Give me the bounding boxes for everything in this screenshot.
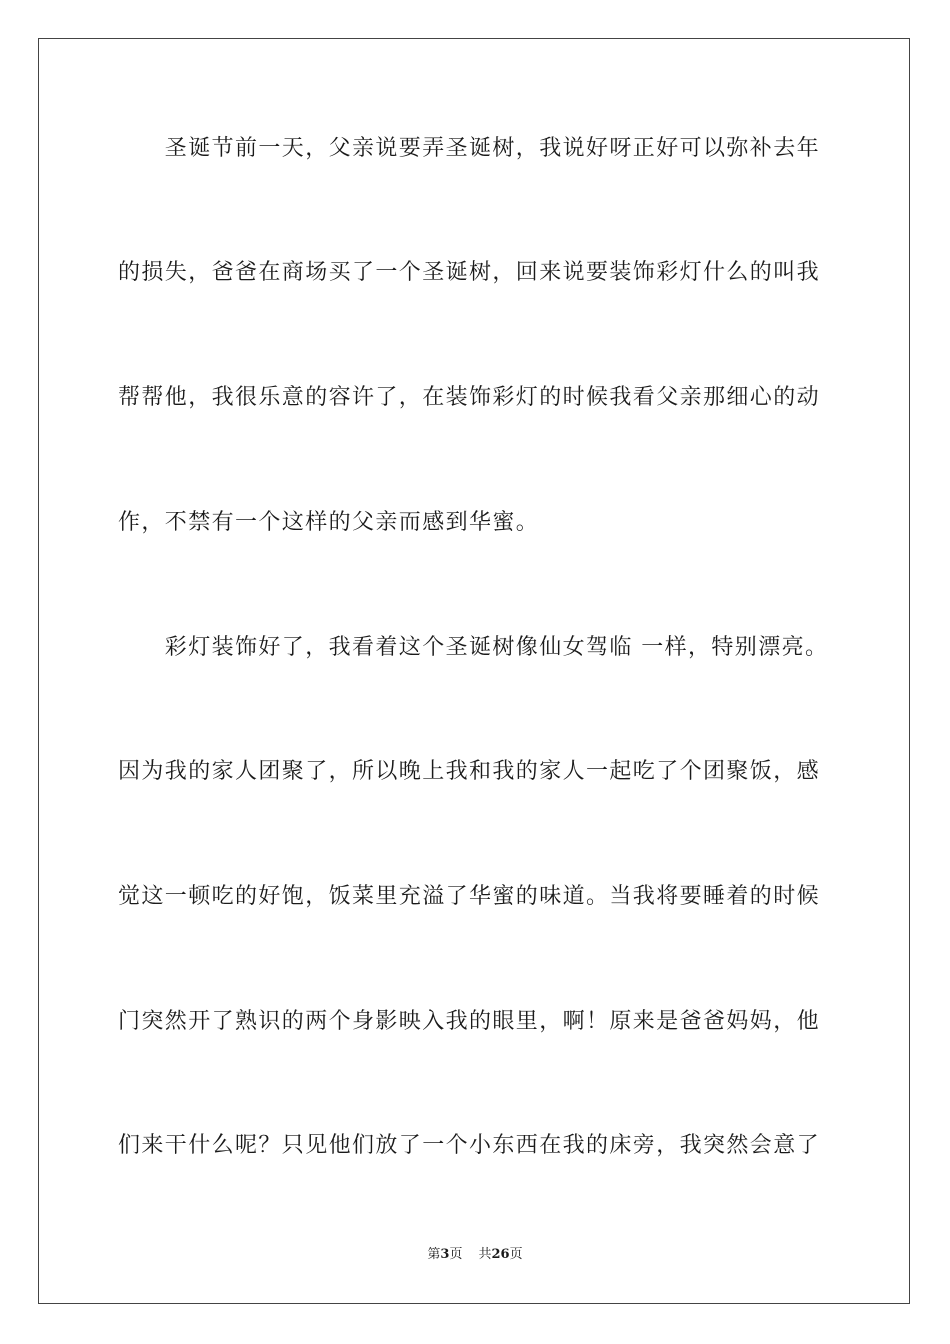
text-line-4: 作，不禁有一个这样的父亲而感到华蜜。 [118, 510, 540, 535]
footer-page-number: 3 [440, 1247, 450, 1262]
text-line-5: 彩灯装饰好了，我看着这个圣诞树像仙女驾临 一样，特别漂亮。 [118, 635, 829, 660]
footer-page-prefix: 第 [427, 1247, 441, 1262]
footer-total-prefix: 共 [478, 1247, 492, 1262]
text-line-7: 觉这一顿吃的好饱，饭菜里充溢了华蜜的味道。当我将要睡着的时候 [118, 884, 821, 909]
page-border [38, 38, 910, 1304]
text-line-2: 的损失，爸爸在商场买了一个圣诞树，回来说要装饰彩灯什么的叫我 [118, 260, 821, 285]
footer-total-pages: 26 [491, 1247, 510, 1262]
text-line-6: 因为我的家人团聚了，所以晚上我和我的家人一起吃了个团聚饭，感 [118, 759, 821, 784]
text-line-9: 们来干什么呢？只见他们放了一个小东西在我的床旁，我突然会意了 [118, 1133, 821, 1158]
footer-total-suffix: 页 [509, 1247, 523, 1262]
text-line-8: 门突然开了熟识的两个身影映入我的眼里，啊！原来是爸爸妈妈，他 [118, 1009, 821, 1034]
text-line-3: 帮帮他，我很乐意的容许了，在装饰彩灯的时候我看父亲那细心的动 [118, 385, 821, 410]
text-line-1: 圣诞节前一天，父亲说要弄圣诞树，我说好呀正好可以弥补去年 [118, 136, 821, 161]
footer-page-suffix: 页 [449, 1247, 463, 1262]
page-footer [0, 1246, 950, 1264]
